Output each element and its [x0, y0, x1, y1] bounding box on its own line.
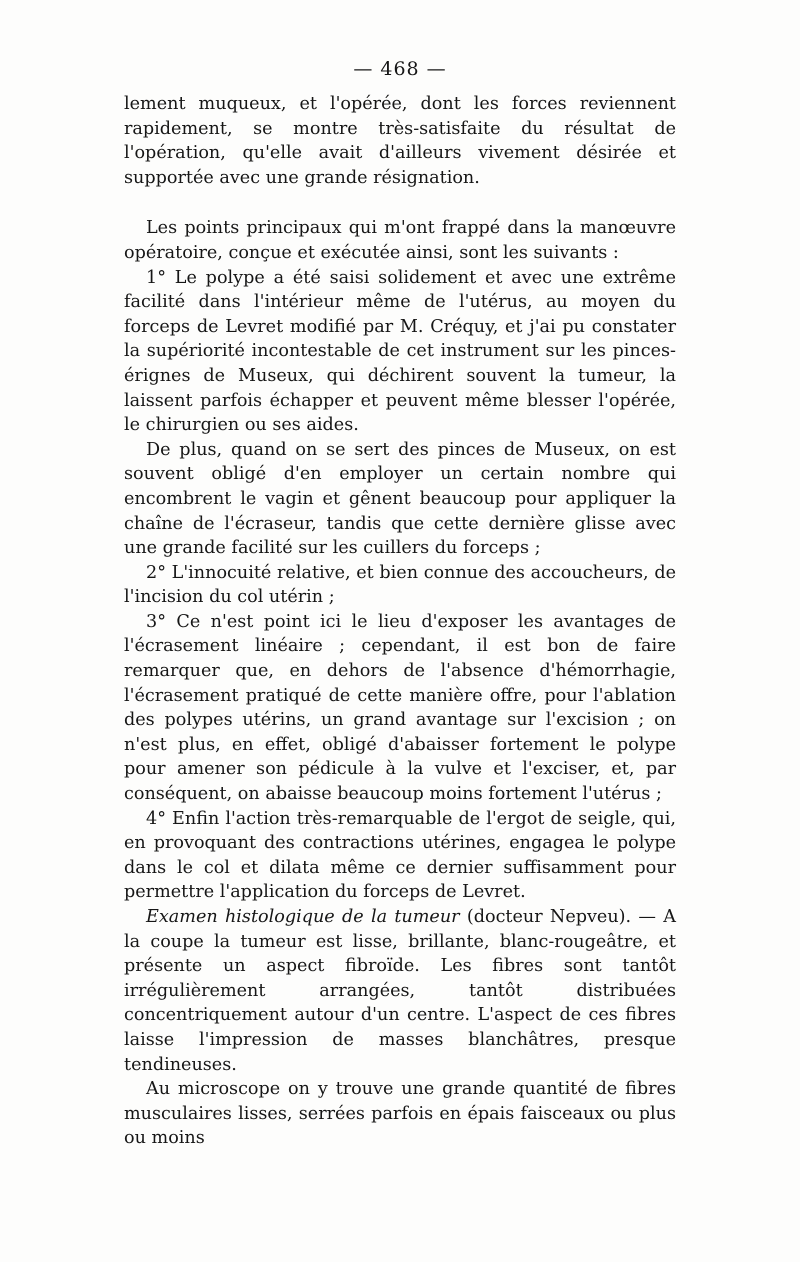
paragraph-point-3: 3° Ce n'est point ici le lieu d'exposer les avantages de l'écrasement linéaire ; cependant, il est bon de faire remarquer que, en dehors de l'absence d'hémorrhagie, l'écrasement pratiqué de cette manière offre, pour l'ablation des polypes utérins, un grand avantage sur l'excision ; on n'est plus, en effet, obligé d'abaisser fortement le polype pour amener son pédicule à la vulve et l'exciser, et, par conséquent, on abaisse beaucoup moins fortement l'utérus ;	[124, 611, 676, 805]
paragraph-museux: De plus, quand on se sert des pinces de Museux, on est souvent obligé d'en employer un certain nombre qui encombrent le vagin et gênent beaucoup pour appliquer la chaîne de l'écraseur, tandis que cette dernière glisse avec une grande facilité sur les cuillers du forceps ;	[124, 439, 676, 559]
paragraph-intro-points: Les points principaux qui m'ont frappé dans la manœuvre opératoire, conçue et exécutée ainsi, sont les suivants :	[124, 218, 676, 263]
paragraph-point-2: 2° L'innocuité relative, et bien connue des accoucheurs, de l'incision du col utérin ;	[124, 562, 676, 608]
paragraph-gap	[124, 190, 676, 216]
histology-heading: Examen histologique de la tumeur	[146, 907, 460, 927]
paragraph-point-4: 4° Enfin l'action très-remarquable de l'ergot de seigle, qui, en provoquant des contractions utérines, engagea le polype dans le col et dilata même ce dernier suffisamment pour permettre l'application du forceps de Levret.	[124, 808, 676, 903]
page-number: — 468 —	[353, 58, 447, 80]
paragraph-continuation: lement muqueux, et l'opérée, dont les forces reviennent rapidement, se montre très-satisfaite du résultat de l'opération, qu'elle avait d'ailleurs vivement désirée et supportée avec une grande résignation.	[124, 94, 676, 188]
paragraph-microscope: Au microscope on y trouve une grande quantité de fibres musculaires lisses, serrées parfois en épais faisceaux ou plus ou moins	[124, 1079, 676, 1149]
paragraph-point-1: 1° Le polype a été saisi solidement et avec une extrême facilité dans l'intérieur même de l'utérus, au moyen du forceps de Levret modifié par M. Créquy, et j'ai pu constater la supériorité incontestable de cet instrument sur les pinces-érignes de Museux, qui déchirent souvent la tumeur, la laissent parfois échapper et peuvent même blesser l'opérée, le chirurgien ou ses aides.	[124, 267, 676, 436]
histology-text: (docteur Nepveu). — A la coupe la tumeur est lisse, brillante, blanc-rougeâtre, et présente un aspect fibroïde. Les fibres sont tantôt irrégulièrement arrangées, tantôt distribuées concentriquement autour d'un centre. L'aspect de ces fibres laisse l'impression de masses blanchâtres, presque tendineuses.	[124, 907, 676, 1075]
paragraph-histology	[124, 905, 676, 1077]
body-text	[124, 92, 676, 1151]
